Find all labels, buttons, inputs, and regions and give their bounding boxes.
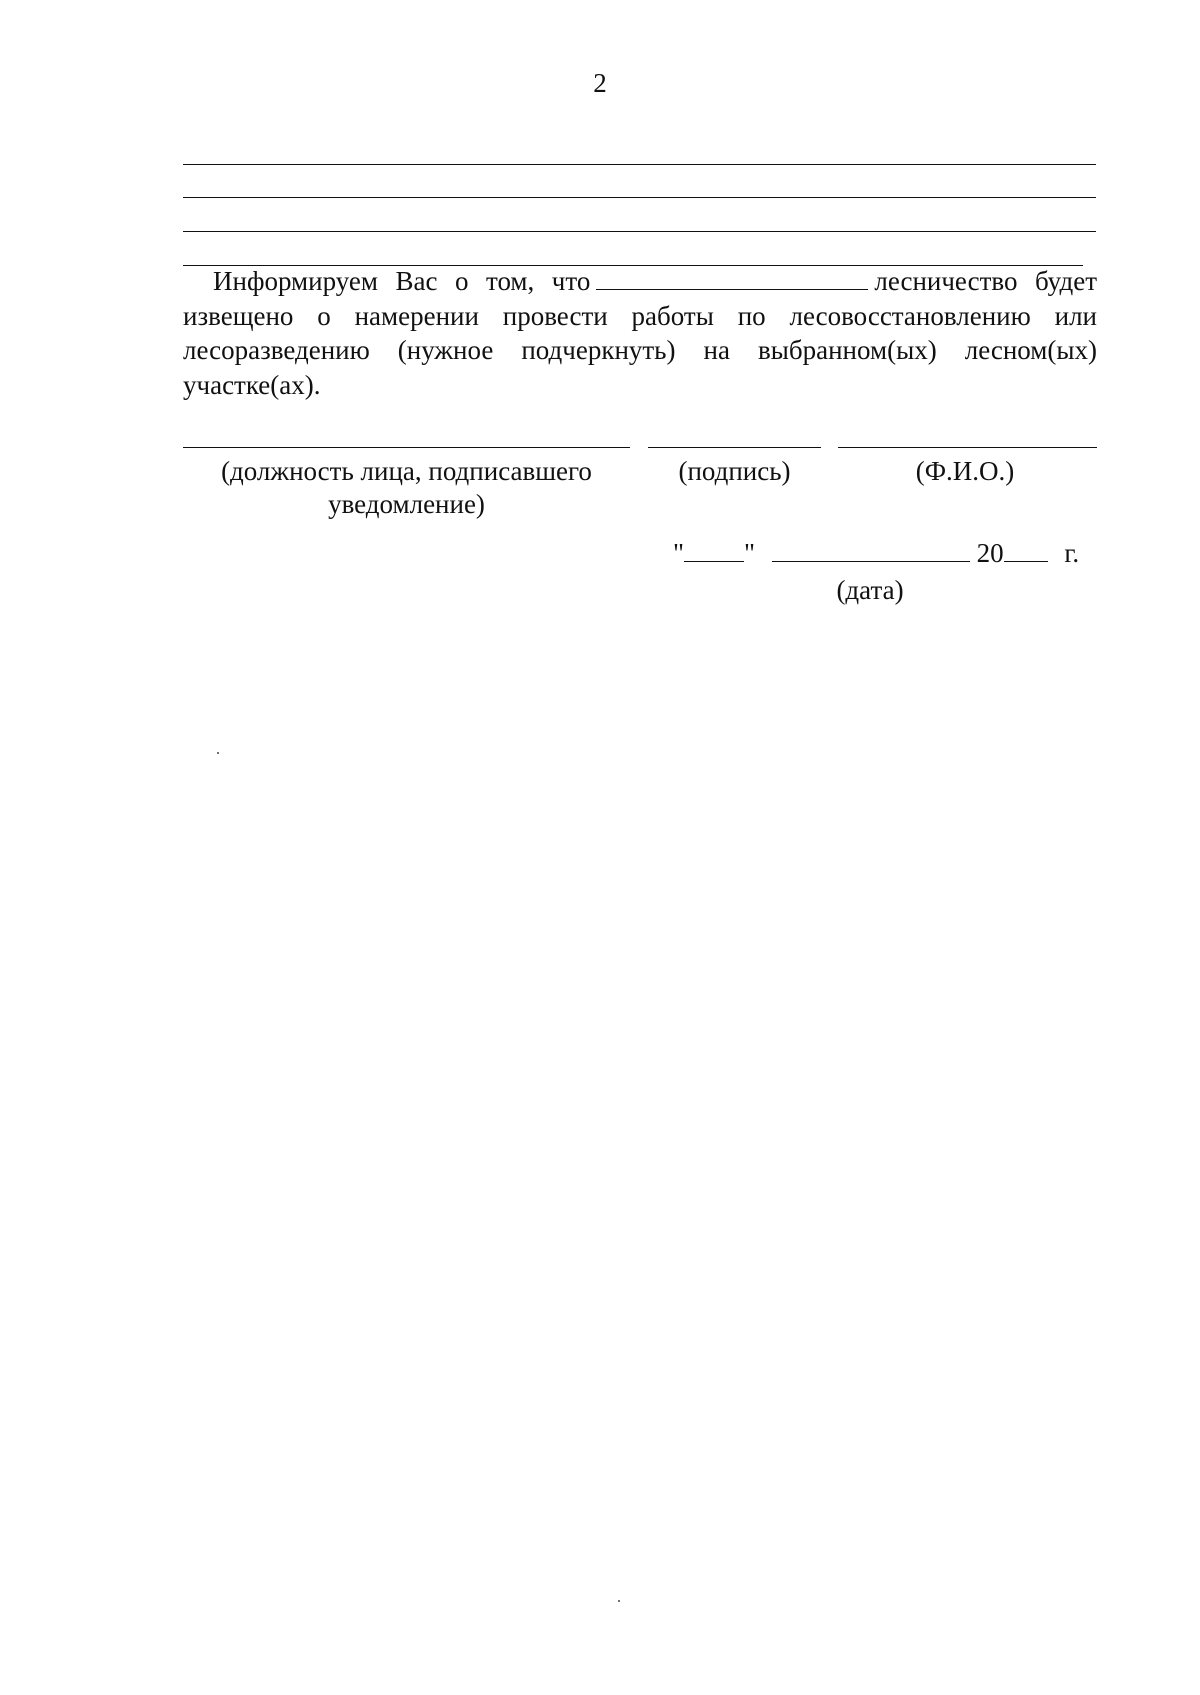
page-number: 2 (593, 68, 607, 98)
date-year-suffix: г. (1064, 538, 1080, 568)
month-blank (772, 539, 970, 562)
scan-speck-1 (217, 752, 219, 754)
fill-line-3 (183, 231, 1096, 232)
name-caption: (Ф.И.О.) (915, 456, 1015, 486)
fill-line-1 (183, 164, 1096, 165)
date-close-quote: " (744, 538, 756, 568)
date-open-quote: " (673, 538, 685, 568)
date-row (673, 536, 1079, 570)
fill-line-2 (183, 197, 1096, 198)
date-caption: (дата) (836, 575, 904, 605)
signature-line (648, 447, 821, 448)
date-century: 20 (976, 538, 1004, 568)
notice-paragraph (183, 264, 1097, 402)
position-signature-line (183, 447, 630, 448)
forestry-name-blank (596, 265, 868, 290)
position-caption-line2: уведомление) (328, 489, 485, 519)
notice-text-end: лесничество будет извещено о намерении провести работы по лесовосстановлению или лесоразведению (нужное подчеркнуть) на выбранном(ых) лесном(ых) участке(ах). (183, 266, 1098, 400)
notice-text-start: Информируем Вас о том, что (213, 266, 591, 296)
signature-caption: (подпись) (678, 456, 791, 486)
year-blank (1004, 539, 1048, 562)
scan-speck-2 (618, 1600, 620, 1602)
name-line (838, 447, 1097, 448)
day-blank (684, 539, 744, 562)
position-caption-line1: (должность лица, подписавшего (221, 456, 592, 486)
